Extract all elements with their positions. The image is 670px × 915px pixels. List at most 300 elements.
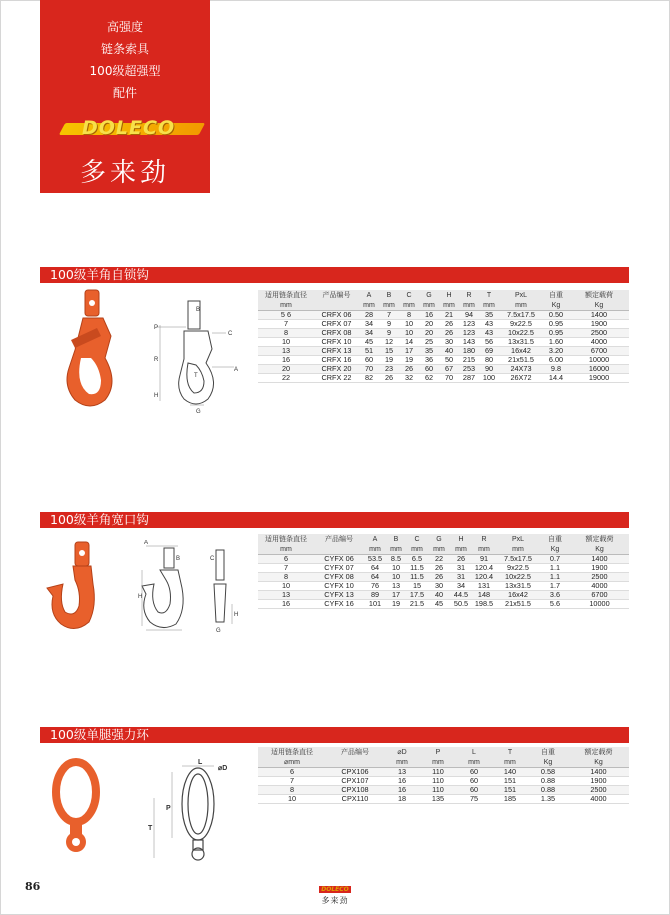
self-locking-hook-photo xyxy=(45,288,135,413)
column-header: ⌀D xyxy=(384,747,420,757)
table-cell: 0.88 xyxy=(528,786,568,795)
column-unit: mm xyxy=(428,544,450,555)
column-header: 自重 xyxy=(543,290,569,300)
table-cell: 7 xyxy=(283,319,289,328)
table-cell: CRFX 13 xyxy=(314,347,359,356)
table-cell: 64 xyxy=(364,573,386,582)
table-cell: 1.1 xyxy=(549,563,561,572)
table-cell: 45 xyxy=(434,599,444,608)
column-header: B xyxy=(379,290,399,300)
table-cell: 44.5 xyxy=(450,591,472,600)
column-unit: ⌀mm xyxy=(258,757,326,768)
table-cell: 11.5 xyxy=(406,573,428,582)
column-header: G xyxy=(428,534,450,544)
table-cell: 10000 xyxy=(588,355,610,364)
table-cell: 8 xyxy=(258,573,314,582)
table-cell: 21x51.5 xyxy=(508,355,534,364)
table-cell: 10 xyxy=(404,319,414,328)
table-cell: CYFX 10 xyxy=(324,581,354,590)
table-cell: 82 xyxy=(364,373,374,382)
column-unit: mm xyxy=(258,300,314,311)
table-cell: 26 xyxy=(399,365,419,374)
table-cell: 45 xyxy=(364,337,374,346)
diagram2-label-b: B xyxy=(176,556,181,562)
table-row xyxy=(258,600,629,609)
column-header: L xyxy=(456,747,492,757)
table-cell: 2500 xyxy=(570,573,629,582)
table-cell: 5.6 xyxy=(549,599,561,608)
column-header: B xyxy=(386,534,406,544)
table-cell: CRFX 20 xyxy=(314,365,359,374)
table-cell: 151 xyxy=(492,786,528,795)
table-cell: 10000 xyxy=(589,599,610,608)
table-cell: 12 xyxy=(384,337,394,346)
table-cell: 16000 xyxy=(569,365,629,374)
column-unit: Kg xyxy=(543,300,569,311)
table-cell: CYFX 07 xyxy=(324,563,354,572)
table-cell: 16 xyxy=(419,311,439,320)
table-row xyxy=(258,564,629,573)
diagram3-label-p: P xyxy=(166,805,171,812)
table-cell: 64 xyxy=(370,563,380,572)
table-cell: 69 xyxy=(479,347,499,356)
table-cell: 11.5 xyxy=(410,563,424,572)
diagram2-label-c: C xyxy=(210,556,215,562)
diagram-label-t: T xyxy=(194,373,198,379)
table-cell: 8.5 xyxy=(386,555,406,564)
table-cell: 15 xyxy=(379,347,399,356)
column-unit: Kg xyxy=(528,757,568,768)
column-header: H xyxy=(450,534,472,544)
header-line-4: 配件 xyxy=(112,86,137,100)
table-cell: 60 xyxy=(419,365,439,374)
table-cell: 110 xyxy=(420,786,456,795)
table-cell: 9 xyxy=(386,319,392,328)
table-cell: 51 xyxy=(359,347,379,356)
column-unit: mm xyxy=(419,300,439,311)
table-cell: 80 xyxy=(484,355,494,364)
table-cell: 76 xyxy=(370,581,380,590)
table-cell: 10x22.5 xyxy=(496,573,540,582)
table-row xyxy=(258,311,629,320)
column-header: P xyxy=(420,747,456,757)
wide-mouth-hook-photo xyxy=(45,540,127,635)
master-link-spec-table xyxy=(258,747,629,804)
table-row xyxy=(258,347,629,356)
table-row xyxy=(258,582,629,591)
diagram-label-p: P xyxy=(154,325,159,331)
section-title-master-link: 100级单腿强力环 xyxy=(40,727,629,743)
table-cell: CRFX 16 xyxy=(321,355,352,364)
table-cell: 100 xyxy=(482,373,496,382)
section-title-wide-mouth-hook: 100级羊角宽口钩 xyxy=(40,512,629,528)
table-cell: 20 xyxy=(419,329,439,338)
table-cell: 60 xyxy=(456,786,492,795)
table-cell: 140 xyxy=(492,768,528,777)
table-cell: 23 xyxy=(379,365,399,374)
column-unit: mm xyxy=(364,544,386,555)
table-cell: 13 xyxy=(258,591,314,600)
table-cell: 31 xyxy=(450,573,472,582)
table-cell: 7.5x17.5 xyxy=(499,311,543,320)
table-cell: 4000 xyxy=(591,581,608,590)
table-cell: 7 xyxy=(289,776,295,785)
table-cell: 1900 xyxy=(590,776,607,785)
table-row xyxy=(258,795,629,804)
table-cell: 120.4 xyxy=(472,573,496,582)
column-unit xyxy=(314,544,364,555)
diagram3-label-l: L xyxy=(198,759,203,766)
column-header: 额定载荷 xyxy=(569,290,629,300)
column-unit xyxy=(314,300,359,311)
footer-logo xyxy=(315,876,355,906)
column-header: 自重 xyxy=(540,534,570,544)
table-cell: 148 xyxy=(472,591,496,600)
table-cell: 180 xyxy=(459,347,479,356)
diagram-label-a: A xyxy=(234,367,239,373)
table-row xyxy=(258,555,629,564)
diagram-label-h: H xyxy=(154,393,159,399)
column-unit: mm xyxy=(479,300,499,311)
table-cell: 13 xyxy=(258,347,314,356)
column-unit: mm xyxy=(492,757,528,768)
table-cell: 5 6 xyxy=(258,311,314,320)
column-unit: mm xyxy=(439,300,459,311)
table-cell: 10 xyxy=(399,329,419,338)
page-number: 86 xyxy=(25,880,41,893)
self-locking-hook-diagram xyxy=(150,297,245,415)
table-cell: 1.7 xyxy=(549,581,561,590)
table-cell: CRFX 08 xyxy=(314,329,359,338)
column-header: G xyxy=(419,290,439,300)
table-cell: 28 xyxy=(359,311,379,320)
table-cell: 19 xyxy=(391,599,401,608)
table-row xyxy=(258,591,629,600)
footer-logo-word: DOLECO xyxy=(321,886,349,893)
table-cell: 26X72 xyxy=(510,373,532,382)
table-cell: 110 xyxy=(432,776,444,785)
diagram2-label-g: G xyxy=(216,628,221,634)
diagram3-label-d: ⌀D xyxy=(218,765,228,772)
table-cell: 50.5 xyxy=(453,599,469,608)
table-cell: 10 xyxy=(281,581,291,590)
table-cell: 10 xyxy=(287,794,297,803)
table-cell: 26 xyxy=(434,563,444,572)
table-cell: 13x31.5 xyxy=(505,581,531,590)
table-cell: 6.5 xyxy=(406,555,428,564)
table-cell: 10 xyxy=(281,337,291,346)
table-cell: 185 xyxy=(503,794,517,803)
table-cell: 6 xyxy=(258,555,314,564)
table-cell: 10 xyxy=(391,563,401,572)
table-cell: CRFX 22 xyxy=(321,373,352,382)
column-unit: mm xyxy=(379,300,399,311)
table-cell: 131 xyxy=(477,581,491,590)
table-cell: 9x22.5 xyxy=(510,319,532,328)
wide-mouth-hook-spec-table xyxy=(258,534,629,609)
table-cell: 32 xyxy=(404,373,414,382)
table-cell: 1.35 xyxy=(540,794,556,803)
table-cell: 120.4 xyxy=(474,563,494,572)
column-header: 适用链条直径 xyxy=(258,534,314,544)
table-row xyxy=(258,365,629,374)
table-cell: 1900 xyxy=(591,563,608,572)
table-cell: 287 xyxy=(462,373,476,382)
table-cell: 26 xyxy=(384,373,394,382)
table-cell: CYFX 08 xyxy=(314,573,364,582)
column-unit: Kg xyxy=(540,544,570,555)
column-header: 适用链条直径 xyxy=(258,290,314,300)
table-cell: 6700 xyxy=(569,347,629,356)
table-cell: 16 xyxy=(397,776,407,785)
table-cell: CYFX 06 xyxy=(314,555,364,564)
table-row xyxy=(258,356,629,365)
table-cell: 16 xyxy=(281,355,291,364)
table-cell: 3.6 xyxy=(540,591,570,600)
table-cell: CPX110 xyxy=(341,794,369,803)
column-header: T xyxy=(479,290,499,300)
table-cell: 123 xyxy=(462,319,476,328)
table-cell: CRFX 07 xyxy=(321,319,352,328)
table-cell: 91 xyxy=(472,555,496,564)
table-cell: 10 xyxy=(386,573,406,582)
column-header: 额定载荷 xyxy=(570,534,629,544)
table-cell: 22 xyxy=(428,555,450,564)
column-unit: mm xyxy=(472,544,496,555)
table-cell: CPX106 xyxy=(326,768,384,777)
table-cell: 40 xyxy=(428,591,450,600)
table-cell: 8 xyxy=(399,311,419,320)
wide-mouth-hook-diagram xyxy=(138,540,243,635)
table-cell: 10x22.5 xyxy=(499,329,543,338)
logo-word: DOLECO xyxy=(82,117,176,139)
column-header: C xyxy=(406,534,428,544)
table-cell: 53.5 xyxy=(364,555,386,564)
diagram-label-r: R xyxy=(154,357,159,363)
table-cell: 16 xyxy=(384,786,420,795)
diagram3-label-t: T xyxy=(148,825,153,832)
table-cell: 36 xyxy=(424,355,434,364)
column-unit: mm xyxy=(258,544,314,555)
table-cell: 21 xyxy=(439,311,459,320)
table-cell: 4000 xyxy=(590,337,608,346)
table-cell: 2500 xyxy=(568,786,629,795)
column-unit: mm xyxy=(384,757,420,768)
column-header: PxL xyxy=(499,290,543,300)
column-header: 自重 xyxy=(528,747,568,757)
column-header: 额定载荷 xyxy=(568,747,629,757)
column-header: A xyxy=(364,534,386,544)
table-cell: 19000 xyxy=(588,373,610,382)
table-cell: 253 xyxy=(459,365,479,374)
master-link-diagram xyxy=(148,758,238,868)
table-cell: 1.1 xyxy=(540,573,570,582)
table-cell: 22 xyxy=(281,373,291,382)
table-cell: 60 xyxy=(364,355,374,364)
table-cell: 17 xyxy=(399,347,419,356)
table-cell: 90 xyxy=(479,365,499,374)
table-cell: 6 xyxy=(258,768,326,777)
table-cell: 20 xyxy=(424,319,434,328)
self-locking-hook-spec-table xyxy=(258,290,629,383)
table-cell: CRFX 06 xyxy=(314,311,359,320)
table-cell: 135 xyxy=(431,794,445,803)
table-cell: 6.00 xyxy=(548,355,564,364)
diagram2-label-h: H xyxy=(138,594,143,600)
table-cell: 30 xyxy=(444,337,454,346)
column-header: R xyxy=(459,290,479,300)
brand-header xyxy=(40,0,210,193)
table-cell: 0.58 xyxy=(528,768,568,777)
table-cell: 19 xyxy=(404,355,414,364)
table-cell: 19 xyxy=(384,355,394,364)
table-cell: 40 xyxy=(439,347,459,356)
column-unit: Kg xyxy=(568,757,629,768)
table-cell: 0.88 xyxy=(540,776,556,785)
table-cell: 0.95 xyxy=(543,329,569,338)
table-cell: 8 xyxy=(258,329,314,338)
column-header: 产品编号 xyxy=(326,747,384,757)
table-cell: 9.8 xyxy=(543,365,569,374)
table-cell: 1.60 xyxy=(548,337,564,346)
table-cell: 17 xyxy=(386,591,406,600)
table-cell: 7 xyxy=(379,311,399,320)
table-cell: 21x51.5 xyxy=(505,599,531,608)
table-cell: 151 xyxy=(503,776,517,785)
table-cell: CPX108 xyxy=(326,786,384,795)
brand-chinese-name: 多来劲 xyxy=(79,158,170,188)
table-cell: 1400 xyxy=(570,555,629,564)
table-cell: 1400 xyxy=(569,311,629,320)
diagram2-label-a: A xyxy=(144,540,149,546)
column-header: R xyxy=(472,534,496,544)
table-cell: 26 xyxy=(439,329,459,338)
table-cell: 15 xyxy=(412,581,422,590)
table-cell: 43 xyxy=(484,319,494,328)
table-cell: 13x31.5 xyxy=(508,337,534,346)
master-link-photo xyxy=(48,758,108,858)
table-cell: 13 xyxy=(384,768,420,777)
table-cell: 9x22.5 xyxy=(507,563,529,572)
header-line-3: 100级超强型 xyxy=(89,64,161,78)
column-unit: mm xyxy=(499,300,543,311)
doleco-logo xyxy=(62,117,207,145)
table-row xyxy=(258,329,629,338)
table-cell: 0.7 xyxy=(540,555,570,564)
table-cell: 35 xyxy=(419,347,439,356)
diagram-label-c: C xyxy=(228,331,233,337)
table-cell: 24X73 xyxy=(499,365,543,374)
column-header: H xyxy=(439,290,459,300)
table-row xyxy=(258,338,629,347)
table-cell: 4000 xyxy=(590,794,607,803)
table-row xyxy=(258,573,629,582)
table-cell: 89 xyxy=(364,591,386,600)
diagram2-label-h2: H xyxy=(234,612,239,618)
table-cell: 62 xyxy=(424,373,434,382)
column-unit: mm xyxy=(359,300,379,311)
table-row xyxy=(258,320,629,329)
table-cell: 143 xyxy=(462,337,476,346)
table-cell: 30 xyxy=(434,581,444,590)
column-header: PxL xyxy=(496,534,540,544)
column-header: T xyxy=(492,747,528,757)
table-cell: 34 xyxy=(364,319,374,328)
table-cell: CPX107 xyxy=(341,776,369,785)
column-unit: mm xyxy=(406,544,428,555)
table-cell: 7 xyxy=(283,563,289,572)
table-cell: 198.5 xyxy=(474,599,494,608)
column-unit: mm xyxy=(456,757,492,768)
column-unit: mm xyxy=(399,300,419,311)
table-cell: 31 xyxy=(456,563,466,572)
table-cell: 34 xyxy=(456,581,466,590)
table-cell: 26 xyxy=(444,319,454,328)
table-cell: 18 xyxy=(397,794,407,803)
table-cell: 16 xyxy=(281,599,291,608)
table-cell: 14.4 xyxy=(548,373,564,382)
table-cell: 123 xyxy=(459,329,479,338)
table-cell: 14 xyxy=(404,337,414,346)
table-row xyxy=(258,374,629,383)
column-unit: Kg xyxy=(570,544,629,555)
column-unit: mm xyxy=(496,544,540,555)
column-unit xyxy=(326,757,384,768)
table-cell: 215 xyxy=(462,355,476,364)
table-cell: 3.20 xyxy=(543,347,569,356)
table-cell: 20 xyxy=(258,365,314,374)
table-cell: 25 xyxy=(424,337,434,346)
footer-brand-cn: 多来劲 xyxy=(321,896,349,905)
table-cell: 67 xyxy=(439,365,459,374)
table-cell: 60 xyxy=(456,768,492,777)
column-unit: mm xyxy=(386,544,406,555)
column-unit: Kg xyxy=(569,300,629,311)
column-header: 适用链条直径 xyxy=(258,747,326,757)
table-cell: CYFX 13 xyxy=(314,591,364,600)
column-header: 产品编号 xyxy=(314,534,364,544)
table-cell: 16x42 xyxy=(499,347,543,356)
table-cell: 13 xyxy=(391,581,401,590)
table-cell: 17.5 xyxy=(406,591,428,600)
column-header: A xyxy=(359,290,379,300)
table-cell: 101 xyxy=(368,599,382,608)
table-cell: 16x42 xyxy=(496,591,540,600)
table-cell: CRFX 10 xyxy=(321,337,352,346)
table-cell: 34 xyxy=(359,329,379,338)
table-cell: 70 xyxy=(359,365,379,374)
table-cell: 21.5 xyxy=(409,599,425,608)
header-line-2: 链条索具 xyxy=(100,42,149,56)
table-cell: 6700 xyxy=(570,591,629,600)
table-cell: 9 xyxy=(379,329,399,338)
table-cell: 1900 xyxy=(590,319,608,328)
table-cell: 43 xyxy=(479,329,499,338)
section-title-self-locking-hook: 100级羊角自锁钩 xyxy=(40,267,629,283)
column-unit: mm xyxy=(459,300,479,311)
table-cell: 2500 xyxy=(569,329,629,338)
table-cell: 7.5x17.5 xyxy=(496,555,540,564)
table-cell: 26 xyxy=(428,573,450,582)
column-unit: mm xyxy=(420,757,456,768)
table-cell: 1400 xyxy=(568,768,629,777)
column-unit: mm xyxy=(450,544,472,555)
table-cell: 110 xyxy=(420,768,456,777)
diagram-label-b: B xyxy=(196,307,201,313)
table-cell: 56 xyxy=(484,337,494,346)
table-cell: 75 xyxy=(469,794,479,803)
diagram-label-g: G xyxy=(196,409,201,415)
